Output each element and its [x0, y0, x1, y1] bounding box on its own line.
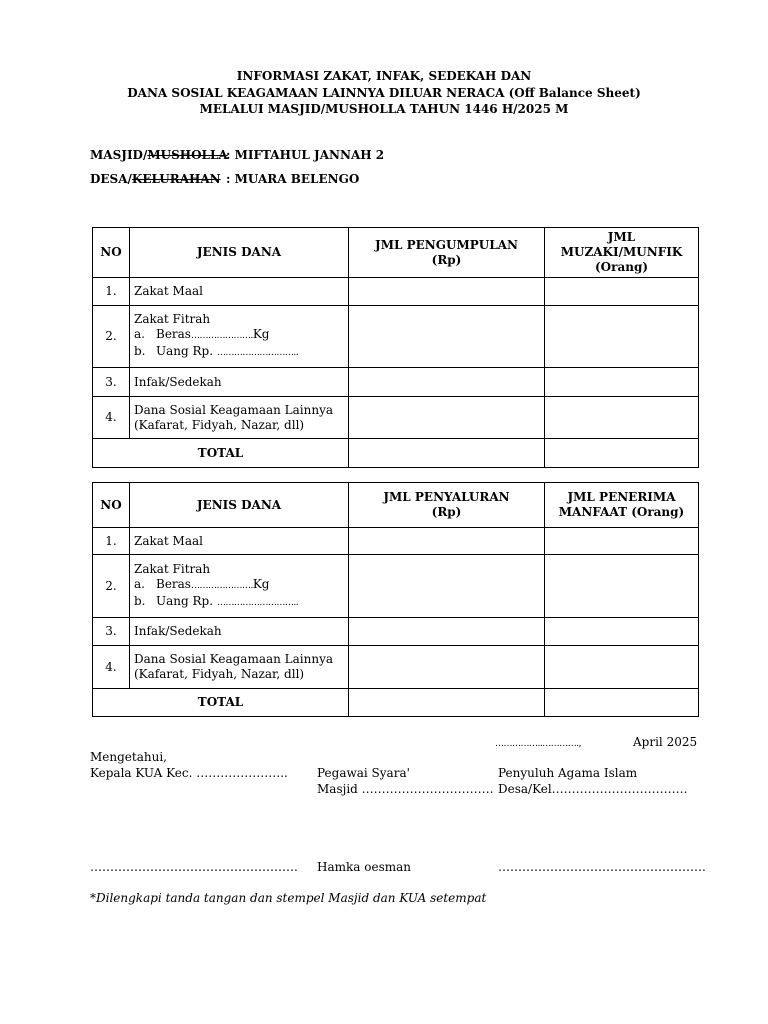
collection-table [92, 227, 699, 468]
kepala-kua-label: Kepala KUA Kec. ………………….. [90, 766, 288, 780]
row-jenis: Infak/Sedekah [130, 618, 349, 646]
amount-cell[interactable] [349, 528, 545, 555]
doc-title-line-1: INFORMASI ZAKAT, INFAK, SEDEKAH DAN [236, 69, 532, 83]
total-count-cell[interactable] [545, 439, 699, 468]
header-jml-penyaluran: JML PENYALURAN (Rp) [349, 483, 545, 528]
count-cell[interactable] [545, 646, 699, 689]
masjid-value: : MIFTAHUL JANNAH 2 [226, 148, 385, 162]
header-jml-pengumpulan: JML PENGUMPULAN (Rp) [349, 228, 545, 278]
row-no: 2. [93, 306, 130, 368]
row-no: 1. [93, 278, 130, 306]
table-row [93, 646, 699, 689]
amount-cell[interactable] [349, 306, 545, 368]
table-row [93, 368, 699, 397]
total-amount-cell[interactable] [349, 439, 545, 468]
penyuluh-label: Penyuluh Agama Islam [498, 766, 638, 780]
row-no: 2. [93, 555, 130, 618]
kelurahan-label-struck: KELURAHAN [131, 172, 221, 186]
count-cell[interactable] [545, 368, 699, 397]
masjid-label: MASJID/ [90, 148, 148, 162]
penyuluh-desa-label: Desa/Kel……………………………. [498, 782, 688, 796]
row-no: 3. [93, 368, 130, 397]
row-jenis: Dana Sosial Keagamaan Lainnya (Kafarat, Fidyah, Nazar, dll) [130, 397, 349, 439]
count-cell[interactable] [545, 528, 699, 555]
signer-name-pegawai: Hamka oesman [317, 860, 411, 874]
amount-cell[interactable] [349, 397, 545, 439]
total-row [93, 689, 699, 717]
desa-value: : MUARA BELENGO [226, 172, 360, 186]
pegawai-masjid-label: Masjid …………………………… [317, 782, 494, 796]
total-row [93, 439, 699, 468]
table-row [93, 528, 699, 555]
table-row [93, 278, 699, 306]
total-label: TOTAL [93, 689, 349, 717]
header-jenis-dana: JENIS DANA [130, 228, 349, 278]
row-no: 3. [93, 618, 130, 646]
footnote: *Dilengkapi tanda tangan dan stempel Masjid dan KUA setempat [90, 891, 487, 905]
desa-field [90, 171, 360, 187]
amount-cell[interactable] [349, 278, 545, 306]
row-jenis: Infak/Sedekah [130, 368, 349, 397]
table-row [93, 397, 699, 439]
row-no: 4. [93, 646, 130, 689]
total-amount-cell[interactable] [349, 689, 545, 717]
table-row [93, 618, 699, 646]
date-blank: ……………..…………., [495, 739, 581, 749]
table-row [93, 555, 699, 618]
header-jenis-dana: JENIS DANA [130, 483, 349, 528]
header-no: NO [93, 483, 130, 528]
masjid-field [90, 147, 385, 163]
date-month-year: April 2025 [633, 735, 698, 749]
amount-cell[interactable] [349, 618, 545, 646]
signature-line-penyuluh: ……………………………………………. [498, 860, 706, 874]
header-no: NO [93, 228, 130, 278]
header-jml-muzaki: JML MUZAKI/MUNFIK (Orang) [545, 228, 699, 278]
amount-cell[interactable] [349, 646, 545, 689]
row-jenis: Zakat Fitrah a. Beras………………….Kg b. Uang Rp. ……………………….. [130, 306, 349, 368]
desa-label: DESA/ [90, 172, 132, 186]
signature-line-kua: ……………………………………………. [90, 860, 298, 874]
count-cell[interactable] [545, 555, 699, 618]
row-no: 4. [93, 397, 130, 439]
table-header-row [93, 228, 699, 278]
count-cell[interactable] [545, 278, 699, 306]
row-jenis: Zakat Maal [130, 278, 349, 306]
mengetahui-label: Mengetahui, [90, 750, 167, 764]
count-cell[interactable] [545, 306, 699, 368]
table-header-row [93, 483, 699, 528]
musholla-label-struck: MUSHOLLA [147, 148, 228, 162]
row-jenis: Dana Sosial Keagamaan Lainnya (Kafarat, Fidyah, Nazar, dll) [130, 646, 349, 689]
row-jenis: Zakat Maal [130, 528, 349, 555]
header-jml-penerima: JML PENERIMA MANFAAT (Orang) [545, 483, 699, 528]
doc-title-line-2: DANA SOSIAL KEAGAMAAN LAINNYA DILUAR NERACA (Off Balance Sheet) [127, 86, 641, 100]
amount-cell[interactable] [349, 555, 545, 618]
total-count-cell[interactable] [545, 689, 699, 717]
row-jenis: Zakat Fitrah a. Beras………………….Kg b. Uang Rp. ……………………….. [130, 555, 349, 618]
amount-cell[interactable] [349, 368, 545, 397]
distribution-table [92, 482, 699, 717]
count-cell[interactable] [545, 397, 699, 439]
table-row [93, 306, 699, 368]
pegawai-syara-label: Pegawai Syara' [317, 766, 410, 780]
total-label: TOTAL [93, 439, 349, 468]
doc-title-line-3: MELALUI MASJID/MUSHOLLA TAHUN 1446 H/2025 M [199, 102, 569, 116]
row-no: 1. [93, 528, 130, 555]
count-cell[interactable] [545, 618, 699, 646]
